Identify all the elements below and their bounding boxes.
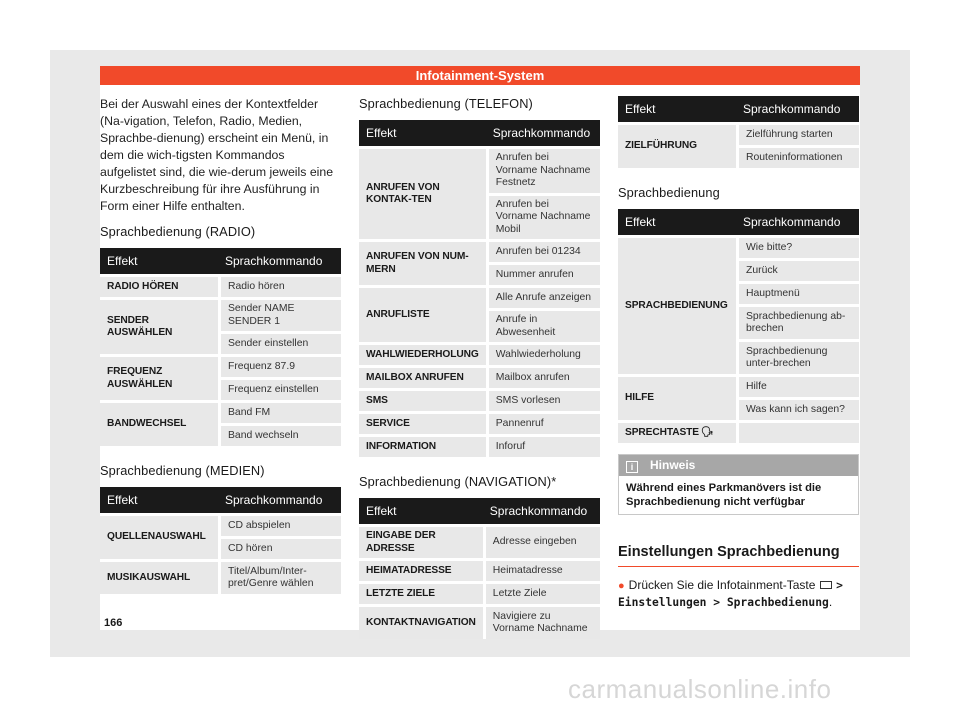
command-cell: Wie bitte? — [736, 238, 859, 258]
radio-commands-table — [100, 245, 341, 449]
table-row — [359, 391, 600, 411]
instruction-text: Drücken Sie die Infotainment-Taste — [628, 578, 816, 592]
kommando-header: Sprachkommando — [486, 120, 600, 146]
command-cell: Adresse eingeben — [483, 527, 600, 558]
effekt-cell: HEIMATADRESSE — [359, 561, 483, 581]
table-row — [359, 368, 600, 388]
effekt-cell: BANDWECHSEL — [100, 403, 218, 446]
table-row — [359, 345, 600, 365]
command-cell: Letzte Ziele — [483, 584, 600, 604]
effekt-cell: SENDER AUSWÄHLEN — [100, 300, 218, 354]
command-cell: Frequenz einstellen — [218, 380, 341, 400]
command-cell: Radio hören — [218, 277, 341, 297]
command-cell: CD abspielen — [218, 516, 341, 536]
table-row — [618, 377, 859, 397]
kommando-header: Sprachkommando — [736, 96, 859, 122]
command-cell: Mailbox anrufen — [486, 368, 600, 388]
command-cell: Wahlwiederholung — [486, 345, 600, 365]
effekt-cell: INFORMATION — [359, 437, 486, 457]
section-header: Infotainment-System — [100, 66, 860, 85]
voice-icon: 🗣 — [701, 426, 714, 438]
navigation-table-title: Sprachbedienung (NAVIGATION)* — [359, 474, 557, 489]
hinweis-box — [618, 454, 859, 515]
effekt-cell: FREQUENZ AUSWÄHLEN — [100, 357, 218, 400]
command-cell: Hilfe — [736, 377, 859, 397]
einstellungen-instruction — [618, 577, 859, 611]
command-cell: Routeninformationen — [736, 148, 859, 168]
effekt-cell: KONTAKTNAVIGATION — [359, 607, 483, 639]
column-3 — [618, 96, 859, 611]
command-cell: Zurück — [736, 261, 859, 281]
table-row — [359, 288, 600, 308]
table-row — [618, 238, 859, 258]
command-cell: Anrufen bei Vorname Nachname Mobil — [486, 196, 600, 240]
table-row — [100, 300, 341, 331]
command-cell: Band FM — [218, 403, 341, 423]
bullet-icon: ● — [618, 580, 625, 592]
info-icon: i — [626, 461, 638, 473]
medien-commands-table — [100, 484, 341, 597]
command-cell: Band wechseln — [218, 426, 341, 446]
sprach-table-title: Sprachbedienung — [618, 185, 720, 200]
medien-table-title: Sprachbedienung (MEDIEN) — [100, 463, 265, 478]
hinweis-text: Während eines Parkmanövers ist die Sprachbedienung nicht verfügbar — [619, 476, 858, 514]
telefon-commands-table — [359, 117, 600, 460]
effekt-cell: QUELLENAUSWAHL — [100, 516, 218, 559]
effekt-cell: EINGABE DER ADRESSE — [359, 527, 483, 558]
table-row — [100, 357, 341, 377]
navigation-commands-table — [359, 495, 600, 642]
table-header-row — [100, 248, 341, 274]
command-cell: Sender NAME SENDER 1 — [218, 300, 341, 331]
table-row — [100, 516, 341, 536]
table-row — [359, 437, 600, 457]
radio-table-title: Sprachbedienung (RADIO) — [100, 224, 256, 239]
column-2 — [359, 96, 600, 642]
command-cell: SMS vorlesen — [486, 391, 600, 411]
table-row — [100, 403, 341, 423]
effekt-cell: RADIO HÖREN — [100, 277, 218, 297]
intro-text: Bei der Auswahl eines der Kontextfelder (Na-vigation, Telefon, Radio, Medien, Sprachbe-dienung) erscheint ein Menü, in dem die wich-tigsten Kommandos aufgelistet sind, die wie-derum jeweils eine Kurzbeschreibung für ihre Ausführung in Form einer Hilfe enthalten. — [100, 97, 334, 213]
effekt-header: Effekt — [100, 248, 218, 274]
instruction-end: . — [828, 595, 833, 609]
kommando-header: Sprachkommando — [218, 487, 341, 513]
command-cell: Anrufen bei 01234 — [486, 242, 600, 262]
table-row — [100, 277, 341, 297]
table-header-row — [618, 209, 859, 235]
table-header-row — [359, 120, 600, 146]
effekt-cell: ANRUFEN VON NUM-MERN — [359, 242, 486, 285]
effekt-header: Effekt — [618, 209, 736, 235]
table-row — [100, 562, 341, 594]
command-cell: Heimatadresse — [483, 561, 600, 581]
watermark: carmanualsonline.info — [568, 674, 832, 704]
table-row — [359, 242, 600, 262]
column-1 — [100, 96, 341, 597]
command-cell: Titel/Album/Inter-pret/Genre wählen — [218, 562, 341, 594]
command-cell: Was kann ich sagen? — [736, 400, 859, 420]
einstellungen-heading: Einstellungen Sprachbedienung — [618, 544, 859, 567]
effekt-cell: WAHLWIEDERHOLUNG — [359, 345, 486, 365]
table-row — [618, 423, 859, 443]
menu-key-icon — [820, 581, 832, 589]
table-row — [618, 125, 859, 145]
settings-path: > Einstellungen > Sprachbedienung — [618, 579, 843, 609]
command-cell: Zielführung starten — [736, 125, 859, 145]
hinweis-label: Hinweis — [650, 458, 696, 472]
kommando-header: Sprachkommando — [736, 209, 859, 235]
telefon-table-title: Sprachbedienung (TELEFON) — [359, 96, 533, 111]
command-cell: Anrufen bei Vorname Nachname Festnetz — [486, 149, 600, 193]
command-cell: Alle Anrufe anzeigen — [486, 288, 600, 308]
effekt-header: Effekt — [359, 120, 486, 146]
command-cell: Nummer anrufen — [486, 265, 600, 285]
command-cell: Pannenruf — [486, 414, 600, 434]
sprach-commands-table — [618, 206, 859, 446]
command-cell: Sender einstellen — [218, 334, 341, 354]
command-cell: Inforuf — [486, 437, 600, 457]
command-cell: Navigiere zu Vorname Nachname — [483, 607, 600, 639]
command-cell: CD hören — [218, 539, 341, 559]
table-header-row — [618, 96, 859, 122]
effekt-cell: ZIELFÜHRUNG — [618, 125, 736, 168]
command-cell: Sprachbedienung ab-brechen — [736, 307, 859, 339]
effekt-cell: MAILBOX ANRUFEN — [359, 368, 486, 388]
effekt-cell: HILFE — [618, 377, 736, 420]
effekt-header: Effekt — [100, 487, 218, 513]
table-row — [359, 149, 600, 193]
kommando-header: Sprachkommando — [483, 498, 600, 524]
zielfuehrung-commands-table — [618, 93, 859, 171]
effekt-cell: MUSIKAUSWAHL — [100, 562, 218, 594]
effekt-cell: SMS — [359, 391, 486, 411]
command-cell — [736, 423, 859, 443]
hinweis-header — [619, 455, 858, 476]
command-cell: Hauptmenü — [736, 284, 859, 304]
effekt-cell: SERVICE — [359, 414, 486, 434]
effekt-cell: ANRUFEN VON KONTAK-TEN — [359, 149, 486, 239]
table-row — [359, 561, 600, 581]
command-cell: Anrufe in Abwesenheit — [486, 311, 600, 342]
effekt-cell: SPRECHTASTE 🗣 — [618, 423, 736, 443]
effekt-cell: LETZTE ZIELE — [359, 584, 483, 604]
table-row — [359, 414, 600, 434]
table-header-row — [359, 498, 600, 524]
page-number: 166 — [104, 617, 123, 629]
kommando-header: Sprachkommando — [218, 248, 341, 274]
table-row — [359, 607, 600, 639]
effekt-cell: ANRUFLISTE — [359, 288, 486, 342]
command-cell: Sprachbedienung unter-brechen — [736, 342, 859, 374]
table-header-row — [100, 487, 341, 513]
effekt-header: Effekt — [359, 498, 483, 524]
table-row — [359, 527, 600, 558]
table-row — [359, 584, 600, 604]
command-cell: Frequenz 87.9 — [218, 357, 341, 377]
effekt-cell: SPRACHBEDIENUNG — [618, 238, 736, 374]
effekt-header: Effekt — [618, 96, 736, 122]
